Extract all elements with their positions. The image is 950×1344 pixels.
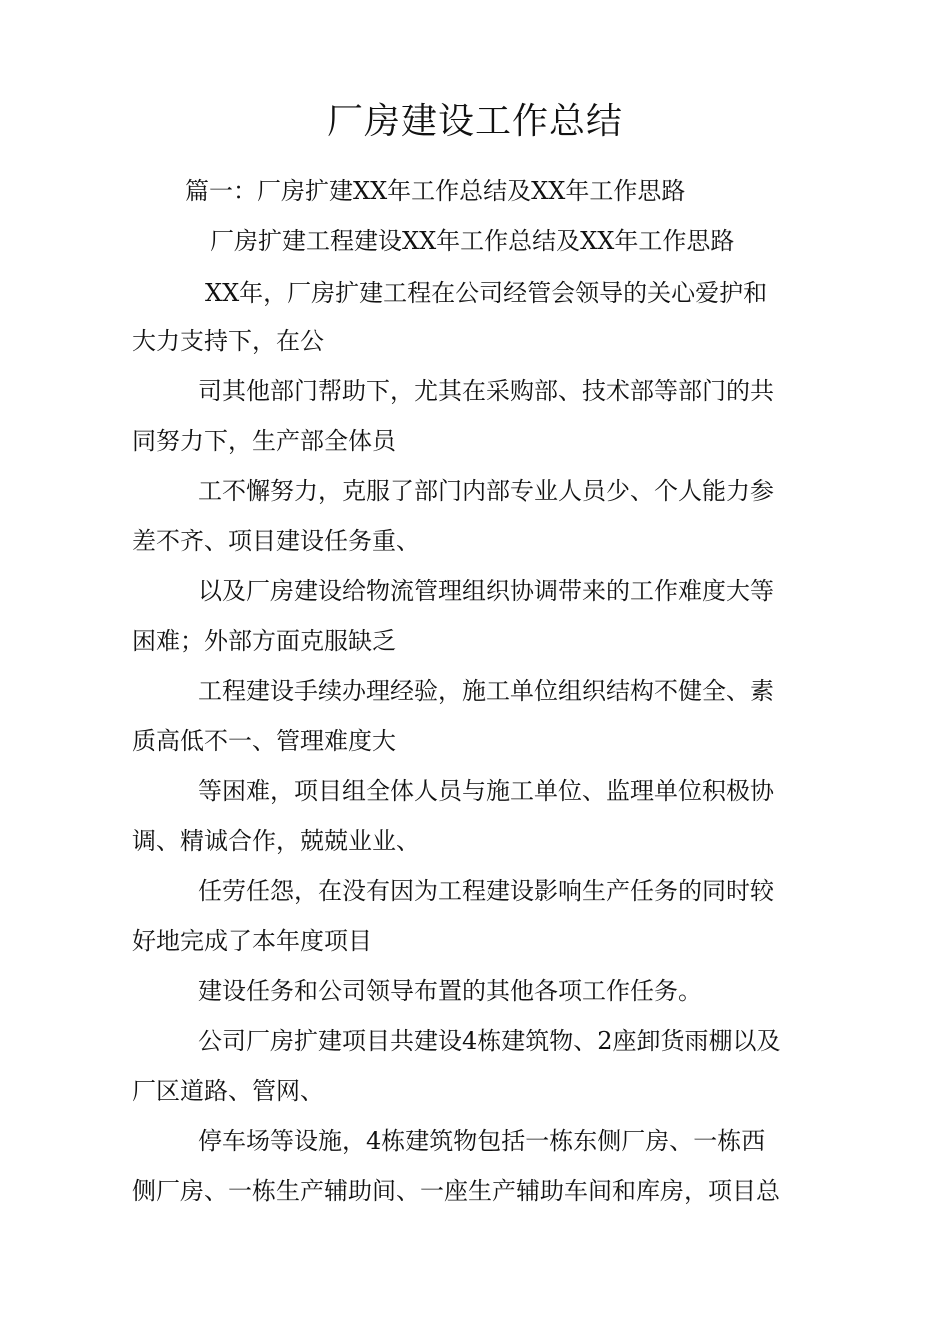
paragraph-line: 等困难，项目组全体人员与施工单位、监理单位积极协: [198, 777, 774, 805]
paragraph-line: 工不懈努力，克服了部门内部专业人员少、个人能力参: [198, 477, 774, 505]
paragraph-line: 工程建设手续办理经验，施工单位组织结构不健全、素: [198, 677, 774, 705]
paragraph-line: 侧厂房、一栋生产辅助间、一座生产辅助车间和库房，项目总: [132, 1177, 780, 1205]
paragraph-line: 大力支持下，在公: [132, 327, 324, 355]
paragraph-line: 司其他部门帮助下，尤其在采购部、技术部等部门的共: [198, 377, 774, 405]
paragraph-line: 调、精诚合作，兢兢业业、: [132, 827, 420, 855]
section-heading: 篇一：厂房扩建XX年工作总结及XX年工作思路: [185, 177, 686, 205]
paragraph-line: 停车场等设施，4栋建筑物包括一栋东侧厂房、一栋西: [198, 1127, 766, 1155]
paragraph-line: 差不齐、项目建设任务重、: [132, 527, 420, 555]
paragraph-line: XX年，厂房扩建工程在公司经管会领导的关心爱护和: [205, 279, 768, 307]
paragraph-line: 公司厂房扩建项目共建设4栋建筑物、2座卸货雨棚以及: [198, 1027, 781, 1055]
paragraph-line: 困难；外部方面克服缺乏: [132, 627, 396, 655]
paragraph-line: 任劳任怨，在没有因为工程建设影响生产任务的同时较: [198, 877, 774, 905]
paragraph-line: 同努力下，生产部全体员: [132, 427, 396, 455]
paragraph-line: 质高低不一、管理难度大: [132, 727, 396, 755]
document-title: 厂房建设工作总结: [326, 101, 623, 142]
paragraph-line: 厂区道路、管网、: [132, 1077, 324, 1105]
paragraph-line: 以及厂房建设给物流管理组织协调带来的工作难度大等: [198, 577, 774, 605]
subtitle-line: 厂房扩建工程建设XX年工作总结及XX年工作思路: [210, 227, 735, 255]
paragraph-line: 好地完成了本年度项目: [132, 927, 372, 955]
paragraph-line: 建设任务和公司领导布置的其他各项工作任务。: [198, 977, 702, 1005]
